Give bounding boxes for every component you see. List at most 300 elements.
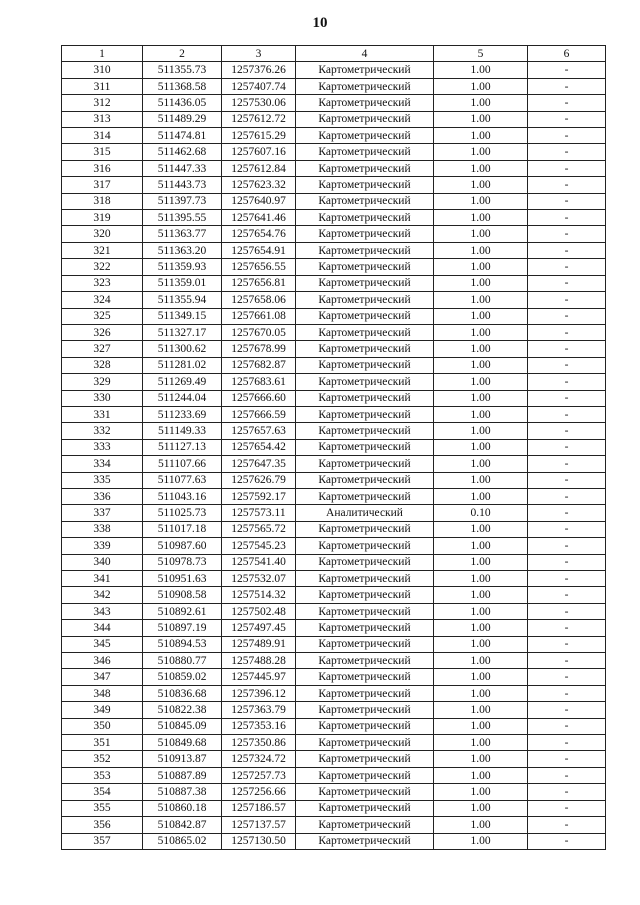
x-coordinate-cell: 510894.53	[143, 636, 222, 652]
point-number-cell: 355	[62, 800, 143, 816]
note-cell: -	[528, 751, 606, 767]
note-cell: -	[528, 456, 606, 472]
point-number-cell: 352	[62, 751, 143, 767]
accuracy-cell: 1.00	[434, 62, 528, 78]
table-row	[62, 177, 606, 193]
y-coordinate-cell: 1257545.23	[222, 538, 296, 554]
method-cell: Картометрический	[296, 177, 434, 193]
note-cell: -	[528, 62, 606, 78]
method-cell: Картометрический	[296, 128, 434, 144]
method-cell: Картометрический	[296, 817, 434, 833]
note-cell: -	[528, 833, 606, 849]
x-coordinate-cell: 510887.38	[143, 784, 222, 800]
x-coordinate-cell: 510836.68	[143, 685, 222, 701]
y-coordinate-cell: 1257396.12	[222, 685, 296, 701]
x-coordinate-cell: 511077.63	[143, 472, 222, 488]
accuracy-cell: 1.00	[434, 292, 528, 308]
table-row	[62, 751, 606, 767]
x-coordinate-cell: 511349.15	[143, 308, 222, 324]
point-number-cell: 328	[62, 357, 143, 373]
method-cell: Картометрический	[296, 521, 434, 537]
method-cell: Картометрический	[296, 144, 434, 160]
x-coordinate-cell: 511397.73	[143, 193, 222, 209]
method-cell: Картометрический	[296, 472, 434, 488]
method-cell: Картометрический	[296, 357, 434, 373]
method-cell: Картометрический	[296, 603, 434, 619]
x-coordinate-cell: 510859.02	[143, 669, 222, 685]
y-coordinate-cell: 1257592.17	[222, 488, 296, 504]
point-number-cell: 340	[62, 554, 143, 570]
x-coordinate-cell: 511474.81	[143, 128, 222, 144]
accuracy-cell: 1.00	[434, 111, 528, 127]
y-coordinate-cell: 1257532.07	[222, 571, 296, 587]
accuracy-cell: 1.00	[434, 653, 528, 669]
table-row	[62, 800, 606, 816]
page-number: 10	[312, 15, 328, 31]
point-number-cell: 334	[62, 456, 143, 472]
x-coordinate-cell: 510913.87	[143, 751, 222, 767]
point-number-cell: 342	[62, 587, 143, 603]
note-cell: -	[528, 259, 606, 275]
x-coordinate-cell: 510822.38	[143, 702, 222, 718]
accuracy-cell: 1.00	[434, 735, 528, 751]
point-number-cell: 346	[62, 653, 143, 669]
note-cell: -	[528, 95, 606, 111]
y-coordinate-cell: 1257324.72	[222, 751, 296, 767]
note-cell: -	[528, 472, 606, 488]
method-cell: Картометрический	[296, 95, 434, 111]
method-cell: Картометрический	[296, 833, 434, 849]
table-row	[62, 784, 606, 800]
x-coordinate-cell: 510865.02	[143, 833, 222, 849]
note-cell: -	[528, 718, 606, 734]
accuracy-cell: 1.00	[434, 259, 528, 275]
y-coordinate-cell: 1257678.99	[222, 341, 296, 357]
table-row	[62, 210, 606, 226]
accuracy-cell: 1.00	[434, 833, 528, 849]
note-cell: -	[528, 144, 606, 160]
note-cell: -	[528, 423, 606, 439]
x-coordinate-cell: 511025.73	[143, 505, 222, 521]
table-row	[62, 685, 606, 701]
y-coordinate-cell: 1257130.50	[222, 833, 296, 849]
header-col-4: 4	[296, 46, 434, 62]
table-row	[62, 538, 606, 554]
method-cell: Картометрический	[296, 784, 434, 800]
table-row	[62, 636, 606, 652]
point-number-cell: 313	[62, 111, 143, 127]
table-row	[62, 193, 606, 209]
table-row	[62, 587, 606, 603]
point-number-cell: 348	[62, 685, 143, 701]
method-cell: Картометрический	[296, 62, 434, 78]
y-coordinate-cell: 1257488.28	[222, 653, 296, 669]
note-cell: -	[528, 571, 606, 587]
point-number-cell: 354	[62, 784, 143, 800]
point-number-cell: 338	[62, 521, 143, 537]
point-number-cell: 349	[62, 702, 143, 718]
note-cell: -	[528, 439, 606, 455]
note-cell: -	[528, 226, 606, 242]
point-number-cell: 339	[62, 538, 143, 554]
accuracy-cell: 1.00	[434, 226, 528, 242]
note-cell: -	[528, 784, 606, 800]
x-coordinate-cell: 510978.73	[143, 554, 222, 570]
method-cell: Картометрический	[296, 800, 434, 816]
point-number-cell: 353	[62, 767, 143, 783]
note-cell: -	[528, 193, 606, 209]
note-cell: -	[528, 128, 606, 144]
note-cell: -	[528, 505, 606, 521]
point-number-cell: 323	[62, 275, 143, 291]
note-cell: -	[528, 636, 606, 652]
point-number-cell: 318	[62, 193, 143, 209]
point-number-cell: 356	[62, 817, 143, 833]
accuracy-cell: 1.00	[434, 308, 528, 324]
x-coordinate-cell: 511462.68	[143, 144, 222, 160]
accuracy-cell: 1.00	[434, 472, 528, 488]
accuracy-cell: 1.00	[434, 374, 528, 390]
note-cell: -	[528, 406, 606, 422]
method-cell: Картометрический	[296, 767, 434, 783]
y-coordinate-cell: 1257565.72	[222, 521, 296, 537]
coordinates-table	[61, 45, 606, 850]
accuracy-cell: 1.00	[434, 160, 528, 176]
method-cell: Картометрический	[296, 292, 434, 308]
note-cell: -	[528, 292, 606, 308]
accuracy-cell: 1.00	[434, 800, 528, 816]
x-coordinate-cell: 510987.60	[143, 538, 222, 554]
x-coordinate-cell: 511017.18	[143, 521, 222, 537]
accuracy-cell: 1.00	[434, 456, 528, 472]
method-cell: Картометрический	[296, 341, 434, 357]
method-cell: Картометрический	[296, 751, 434, 767]
method-cell: Картометрический	[296, 374, 434, 390]
y-coordinate-cell: 1257666.59	[222, 406, 296, 422]
table-row	[62, 292, 606, 308]
point-number-cell: 314	[62, 128, 143, 144]
table-row	[62, 521, 606, 537]
x-coordinate-cell: 511244.04	[143, 390, 222, 406]
point-number-cell: 341	[62, 571, 143, 587]
x-coordinate-cell: 511447.33	[143, 160, 222, 176]
note-cell: -	[528, 767, 606, 783]
x-coordinate-cell: 510887.89	[143, 767, 222, 783]
y-coordinate-cell: 1257407.74	[222, 78, 296, 94]
point-number-cell: 337	[62, 505, 143, 521]
table-row	[62, 111, 606, 127]
table-row	[62, 308, 606, 324]
accuracy-cell: 1.00	[434, 423, 528, 439]
table-row	[62, 439, 606, 455]
point-number-cell: 324	[62, 292, 143, 308]
table-row	[62, 456, 606, 472]
y-coordinate-cell: 1257530.06	[222, 95, 296, 111]
method-cell: Картометрический	[296, 160, 434, 176]
table-row	[62, 767, 606, 783]
accuracy-cell: 1.00	[434, 784, 528, 800]
point-number-cell: 326	[62, 324, 143, 340]
table-row	[62, 357, 606, 373]
accuracy-cell: 1.00	[434, 702, 528, 718]
table-row	[62, 144, 606, 160]
accuracy-cell: 1.00	[434, 406, 528, 422]
note-cell: -	[528, 538, 606, 554]
method-cell: Картометрический	[296, 636, 434, 652]
accuracy-cell: 1.00	[434, 357, 528, 373]
table-row	[62, 390, 606, 406]
method-cell: Картометрический	[296, 735, 434, 751]
method-cell: Картометрический	[296, 554, 434, 570]
method-cell: Картометрический	[296, 210, 434, 226]
table-row	[62, 620, 606, 636]
method-cell: Аналитический	[296, 505, 434, 521]
y-coordinate-cell: 1257654.76	[222, 226, 296, 242]
accuracy-cell: 1.00	[434, 767, 528, 783]
table-row	[62, 275, 606, 291]
accuracy-cell: 1.00	[434, 193, 528, 209]
table-row	[62, 78, 606, 94]
x-coordinate-cell: 511281.02	[143, 357, 222, 373]
point-number-cell: 327	[62, 341, 143, 357]
header-col-6: 6	[528, 46, 606, 62]
header-col-3: 3	[222, 46, 296, 62]
table-row	[62, 571, 606, 587]
table-row	[62, 128, 606, 144]
accuracy-cell: 1.00	[434, 95, 528, 111]
y-coordinate-cell: 1257363.79	[222, 702, 296, 718]
table-row	[62, 488, 606, 504]
x-coordinate-cell: 511395.55	[143, 210, 222, 226]
point-number-cell: 343	[62, 603, 143, 619]
point-number-cell: 335	[62, 472, 143, 488]
x-coordinate-cell: 510951.63	[143, 571, 222, 587]
table-row	[62, 160, 606, 176]
accuracy-cell: 0.10	[434, 505, 528, 521]
x-coordinate-cell: 511043.16	[143, 488, 222, 504]
y-coordinate-cell: 1257497.45	[222, 620, 296, 636]
y-coordinate-cell: 1257186.57	[222, 800, 296, 816]
y-coordinate-cell: 1257658.06	[222, 292, 296, 308]
accuracy-cell: 1.00	[434, 324, 528, 340]
table-header	[62, 46, 606, 62]
method-cell: Картометрический	[296, 406, 434, 422]
note-cell: -	[528, 308, 606, 324]
x-coordinate-cell: 511107.66	[143, 456, 222, 472]
y-coordinate-cell: 1257256.66	[222, 784, 296, 800]
accuracy-cell: 1.00	[434, 210, 528, 226]
table-row	[62, 603, 606, 619]
table-row	[62, 374, 606, 390]
method-cell: Картометрический	[296, 653, 434, 669]
accuracy-cell: 1.00	[434, 587, 528, 603]
y-coordinate-cell: 1257376.26	[222, 62, 296, 78]
accuracy-cell: 1.00	[434, 488, 528, 504]
point-number-cell: 325	[62, 308, 143, 324]
x-coordinate-cell: 511359.93	[143, 259, 222, 275]
x-coordinate-cell: 510880.77	[143, 653, 222, 669]
x-coordinate-cell: 511149.33	[143, 423, 222, 439]
x-coordinate-cell: 510908.58	[143, 587, 222, 603]
note-cell: -	[528, 341, 606, 357]
method-cell: Картометрический	[296, 423, 434, 439]
y-coordinate-cell: 1257640.97	[222, 193, 296, 209]
y-coordinate-cell: 1257137.57	[222, 817, 296, 833]
table-row	[62, 324, 606, 340]
note-cell: -	[528, 357, 606, 373]
x-coordinate-cell: 511355.94	[143, 292, 222, 308]
y-coordinate-cell: 1257683.61	[222, 374, 296, 390]
header-col-1: 1	[62, 46, 143, 62]
y-coordinate-cell: 1257353.16	[222, 718, 296, 734]
accuracy-cell: 1.00	[434, 603, 528, 619]
point-number-cell: 322	[62, 259, 143, 275]
accuracy-cell: 1.00	[434, 128, 528, 144]
y-coordinate-cell: 1257502.48	[222, 603, 296, 619]
y-coordinate-cell: 1257654.91	[222, 242, 296, 258]
point-number-cell: 311	[62, 78, 143, 94]
method-cell: Картометрический	[296, 324, 434, 340]
note-cell: -	[528, 800, 606, 816]
method-cell: Картометрический	[296, 226, 434, 242]
method-cell: Картометрический	[296, 456, 434, 472]
accuracy-cell: 1.00	[434, 242, 528, 258]
point-number-cell: 319	[62, 210, 143, 226]
x-coordinate-cell: 511359.01	[143, 275, 222, 291]
point-number-cell: 336	[62, 488, 143, 504]
accuracy-cell: 1.00	[434, 341, 528, 357]
method-cell: Картометрический	[296, 259, 434, 275]
accuracy-cell: 1.00	[434, 275, 528, 291]
table-row	[62, 259, 606, 275]
point-number-cell: 333	[62, 439, 143, 455]
table-row	[62, 735, 606, 751]
table-row	[62, 341, 606, 357]
y-coordinate-cell: 1257489.91	[222, 636, 296, 652]
method-cell: Картометрический	[296, 571, 434, 587]
note-cell: -	[528, 620, 606, 636]
y-coordinate-cell: 1257647.35	[222, 456, 296, 472]
y-coordinate-cell: 1257350.86	[222, 735, 296, 751]
table-row	[62, 718, 606, 734]
x-coordinate-cell: 511363.20	[143, 242, 222, 258]
method-cell: Картометрический	[296, 193, 434, 209]
accuracy-cell: 1.00	[434, 669, 528, 685]
accuracy-cell: 1.00	[434, 571, 528, 587]
point-number-cell: 312	[62, 95, 143, 111]
y-coordinate-cell: 1257670.05	[222, 324, 296, 340]
header-col-2: 2	[143, 46, 222, 62]
x-coordinate-cell: 511127.13	[143, 439, 222, 455]
note-cell: -	[528, 111, 606, 127]
y-coordinate-cell: 1257626.79	[222, 472, 296, 488]
point-number-cell: 347	[62, 669, 143, 685]
note-cell: -	[528, 210, 606, 226]
method-cell: Картометрический	[296, 275, 434, 291]
table-row	[62, 95, 606, 111]
x-coordinate-cell: 511436.05	[143, 95, 222, 111]
x-coordinate-cell: 510849.68	[143, 735, 222, 751]
point-number-cell: 316	[62, 160, 143, 176]
accuracy-cell: 1.00	[434, 439, 528, 455]
y-coordinate-cell: 1257641.46	[222, 210, 296, 226]
point-number-cell: 331	[62, 406, 143, 422]
table-row	[62, 242, 606, 258]
method-cell: Картометрический	[296, 390, 434, 406]
note-cell: -	[528, 702, 606, 718]
x-coordinate-cell: 510860.18	[143, 800, 222, 816]
y-coordinate-cell: 1257541.40	[222, 554, 296, 570]
method-cell: Картометрический	[296, 308, 434, 324]
note-cell: -	[528, 603, 606, 619]
method-cell: Картометрический	[296, 78, 434, 94]
y-coordinate-cell: 1257445.97	[222, 669, 296, 685]
x-coordinate-cell: 510842.87	[143, 817, 222, 833]
method-cell: Картометрический	[296, 685, 434, 701]
x-coordinate-cell: 511443.73	[143, 177, 222, 193]
x-coordinate-cell: 511300.62	[143, 341, 222, 357]
y-coordinate-cell: 1257654.42	[222, 439, 296, 455]
point-number-cell: 310	[62, 62, 143, 78]
y-coordinate-cell: 1257666.60	[222, 390, 296, 406]
accuracy-cell: 1.00	[434, 685, 528, 701]
point-number-cell: 320	[62, 226, 143, 242]
method-cell: Картометрический	[296, 620, 434, 636]
method-cell: Картометрический	[296, 111, 434, 127]
note-cell: -	[528, 685, 606, 701]
accuracy-cell: 1.00	[434, 751, 528, 767]
note-cell: -	[528, 390, 606, 406]
point-number-cell: 330	[62, 390, 143, 406]
y-coordinate-cell: 1257661.08	[222, 308, 296, 324]
y-coordinate-cell: 1257514.32	[222, 587, 296, 603]
point-number-cell: 321	[62, 242, 143, 258]
method-cell: Картометрический	[296, 538, 434, 554]
x-coordinate-cell: 511327.17	[143, 324, 222, 340]
table-row	[62, 472, 606, 488]
table-row	[62, 817, 606, 833]
accuracy-cell: 1.00	[434, 144, 528, 160]
y-coordinate-cell: 1257657.63	[222, 423, 296, 439]
method-cell: Картометрический	[296, 669, 434, 685]
note-cell: -	[528, 324, 606, 340]
table-row	[62, 406, 606, 422]
y-coordinate-cell: 1257656.81	[222, 275, 296, 291]
accuracy-cell: 1.00	[434, 554, 528, 570]
table-row	[62, 62, 606, 78]
note-cell: -	[528, 587, 606, 603]
accuracy-cell: 1.00	[434, 620, 528, 636]
note-cell: -	[528, 653, 606, 669]
note-cell: -	[528, 374, 606, 390]
y-coordinate-cell: 1257607.16	[222, 144, 296, 160]
note-cell: -	[528, 554, 606, 570]
header-row	[62, 46, 606, 62]
note-cell: -	[528, 735, 606, 751]
accuracy-cell: 1.00	[434, 817, 528, 833]
table-row	[62, 505, 606, 521]
note-cell: -	[528, 669, 606, 685]
point-number-cell: 315	[62, 144, 143, 160]
point-number-cell: 332	[62, 423, 143, 439]
note-cell: -	[528, 817, 606, 833]
table-row	[62, 669, 606, 685]
table-row	[62, 423, 606, 439]
y-coordinate-cell: 1257612.84	[222, 160, 296, 176]
x-coordinate-cell: 511269.49	[143, 374, 222, 390]
note-cell: -	[528, 521, 606, 537]
method-cell: Картометрический	[296, 587, 434, 603]
